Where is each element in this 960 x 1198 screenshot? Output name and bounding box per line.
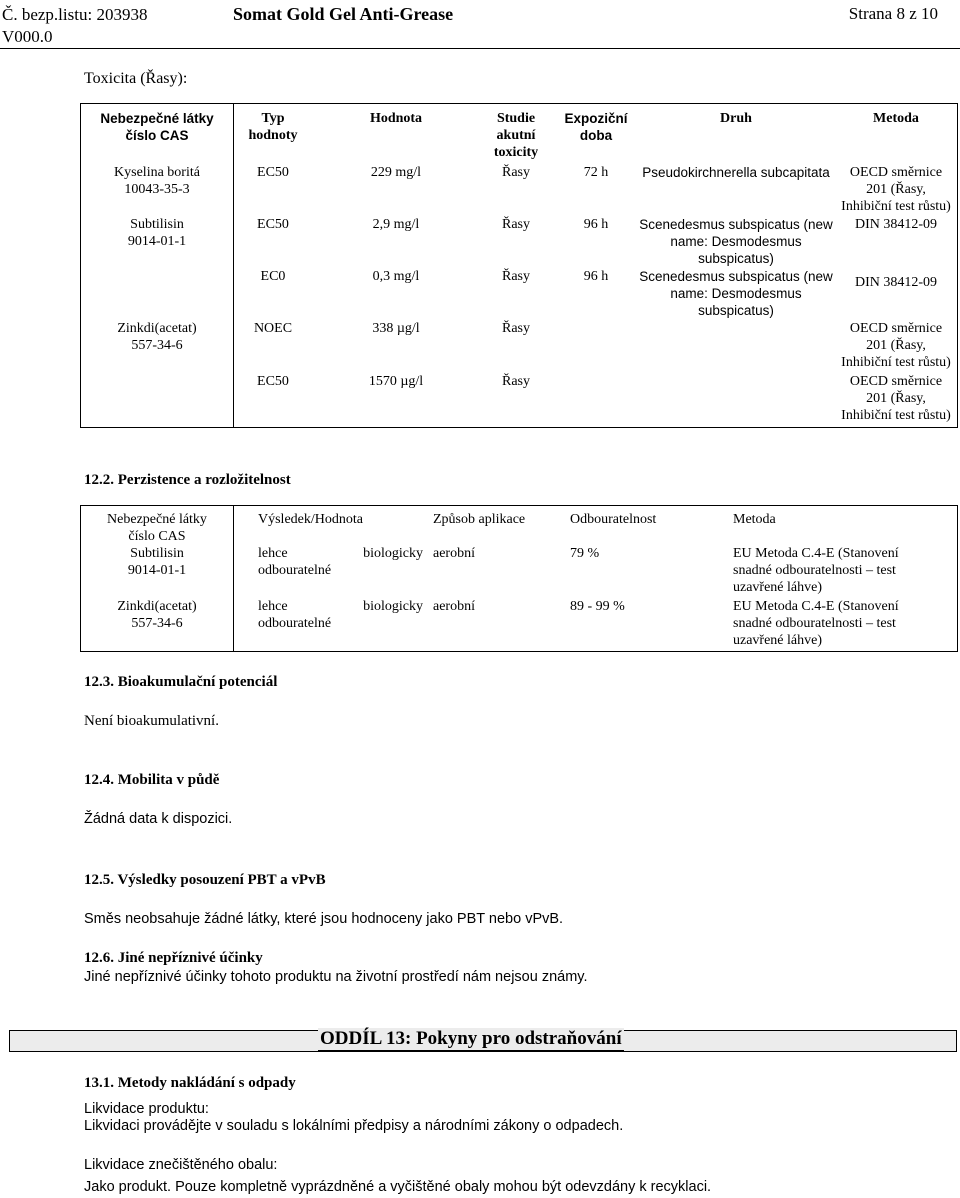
header-exposure: Expoziční doba [564,111,628,143]
substance-cell: Subtilisin 9014-01-1 [127,546,187,578]
header-substance: Nebezpečné látky číslo CAS [100,111,214,143]
substance-cell: Kyselina boritá 10043-35-3 [114,165,200,197]
disposal-methods-title: 13.1. Metody nakládání s odpady [84,1075,296,1091]
header-study: Studie akutní toxicity [493,111,539,160]
exposure-cell: 72 h [583,165,609,180]
algae-title: Toxicita (Řasy): [84,70,188,87]
bio-title: 12.3. Bioakumulační potenciál [84,674,278,690]
type-cell: NOEC [253,321,293,336]
method-cell: OECD směrnice 201 (Řasy, Inhibiční test růstu) [841,321,951,370]
method-cell: DIN 38412-09 [854,217,938,232]
method-cell: DIN 38412-09 [854,275,938,290]
product-name: Somat Gold Gel Anti-Grease [233,4,454,24]
pbt-text: Směs neobsahuje žádné látky, které jsou hodnoceny jako PBT nebo vPvB. [84,911,564,927]
study-cell: Řasy [502,374,530,389]
type-cell: EC50 [257,165,289,180]
value-cell: 338 µg/l [372,321,420,336]
other-text: Jiné nepříznivé účinky tohoto produktu na životní prostředí nám nejsou známy. [84,969,588,985]
study-cell: Řasy [502,217,530,232]
persistence-table [80,505,958,652]
sheet-number-text: Č. bezp.listu: 203938 [2,5,148,24]
method-cell: EU Metoda C.4-E (Stanovení snadné odbouratelnosti – test uzavřené láhve) [733,546,899,595]
sheet-number [2,4,147,48]
substance-cell: Zinkdi(acetat) 557-34-6 [117,599,197,631]
substance-cell: Zinkdi(acetat) 557-34-6 [117,321,197,353]
substance-cell: Subtilisin 9014-01-1 [127,217,187,249]
algae-table [80,103,958,428]
application-cell: aerobní [433,599,475,614]
header-value: Hodnota [369,111,423,126]
degradability-cell: 79 % [570,546,600,561]
header-divider [0,48,960,49]
species-cell: Scenedesmus subspicatus (new name: Desmodesmus subspicatus) [639,217,833,266]
section-13-title: ODDÍL 13: Pokyny pro odstraňování [320,1028,622,1049]
type-cell: EC50 [257,374,289,389]
header-application: Způsob aplikace [433,512,526,527]
header-method: Metoda [733,512,776,527]
result-cell: lehce biologicky odbouratelné [258,546,423,578]
other-title: 12.6. Jiné nepříznivé účinky [84,950,263,966]
header-method: Metoda [873,111,919,126]
persistence-title: 12.2. Perzistence a rozložitelnost [84,472,291,488]
packaging-disposal-label: Likvidace znečištěného obalu: [84,1157,278,1173]
pbt-title: 12.5. Výsledky posouzení PBT a vPvB [84,872,326,888]
header-result: Výsledek/Hodnota [258,512,363,527]
value-cell: 1570 µg/l [368,374,424,389]
method-cell: OECD směrnice 201 (Řasy, Inhibiční test růstu) [841,165,951,214]
header-substance: Nebezpečné látky číslo CAS [107,512,207,544]
header-degradability: Odbouratelnost [570,512,657,527]
mobility-text: Žádná data k dispozici. [84,811,233,827]
species-cell: Scenedesmus subspicatus (new name: Desmodesmus subspicatus) [639,269,833,318]
type-cell: EC0 [260,269,286,284]
value-cell: 229 mg/l [370,165,422,180]
exposure-cell: 96 h [583,269,609,284]
header-type: Typ hodnoty [248,111,298,143]
result-cell: lehce biologicky odbouratelné [258,599,423,631]
product-disposal-label: Likvidace produktu: [84,1101,209,1117]
value-cell: 0,3 mg/l [372,269,420,284]
study-cell: Řasy [502,269,530,284]
application-cell: aerobní [433,546,475,561]
study-cell: Řasy [502,165,530,180]
method-cell: OECD směrnice 201 (Řasy, Inhibiční test růstu) [841,374,951,423]
value-cell: 2,9 mg/l [372,217,420,232]
study-cell: Řasy [502,321,530,336]
type-cell: EC50 [257,217,289,232]
method-cell: EU Metoda C.4-E (Stanovení snadné odbouratelnosti – test uzavřené láhve) [733,599,899,648]
col-divider [233,506,234,651]
page-number: Strana 8 z 10 [848,4,938,23]
species-cell: Pseudokirchnerella subcapitata [642,165,830,180]
bio-text: Není bioakumulativní. [84,713,219,729]
degradability-cell: 89 - 99 % [570,599,625,614]
version-text: V000.0 [2,27,53,46]
mobility-title: 12.4. Mobilita v půdě [84,772,220,788]
packaging-disposal-text: Jako produkt. Pouze kompletně vyprázdněné a vyčištěné obaly mohou být odevzdány k recyklaci. [84,1179,712,1195]
product-disposal-text: Likvidaci provádějte v souladu s lokálními předpisy a národními zákony o odpadech. [84,1118,624,1134]
header-species: Druh [720,111,752,126]
exposure-cell: 96 h [583,217,609,232]
